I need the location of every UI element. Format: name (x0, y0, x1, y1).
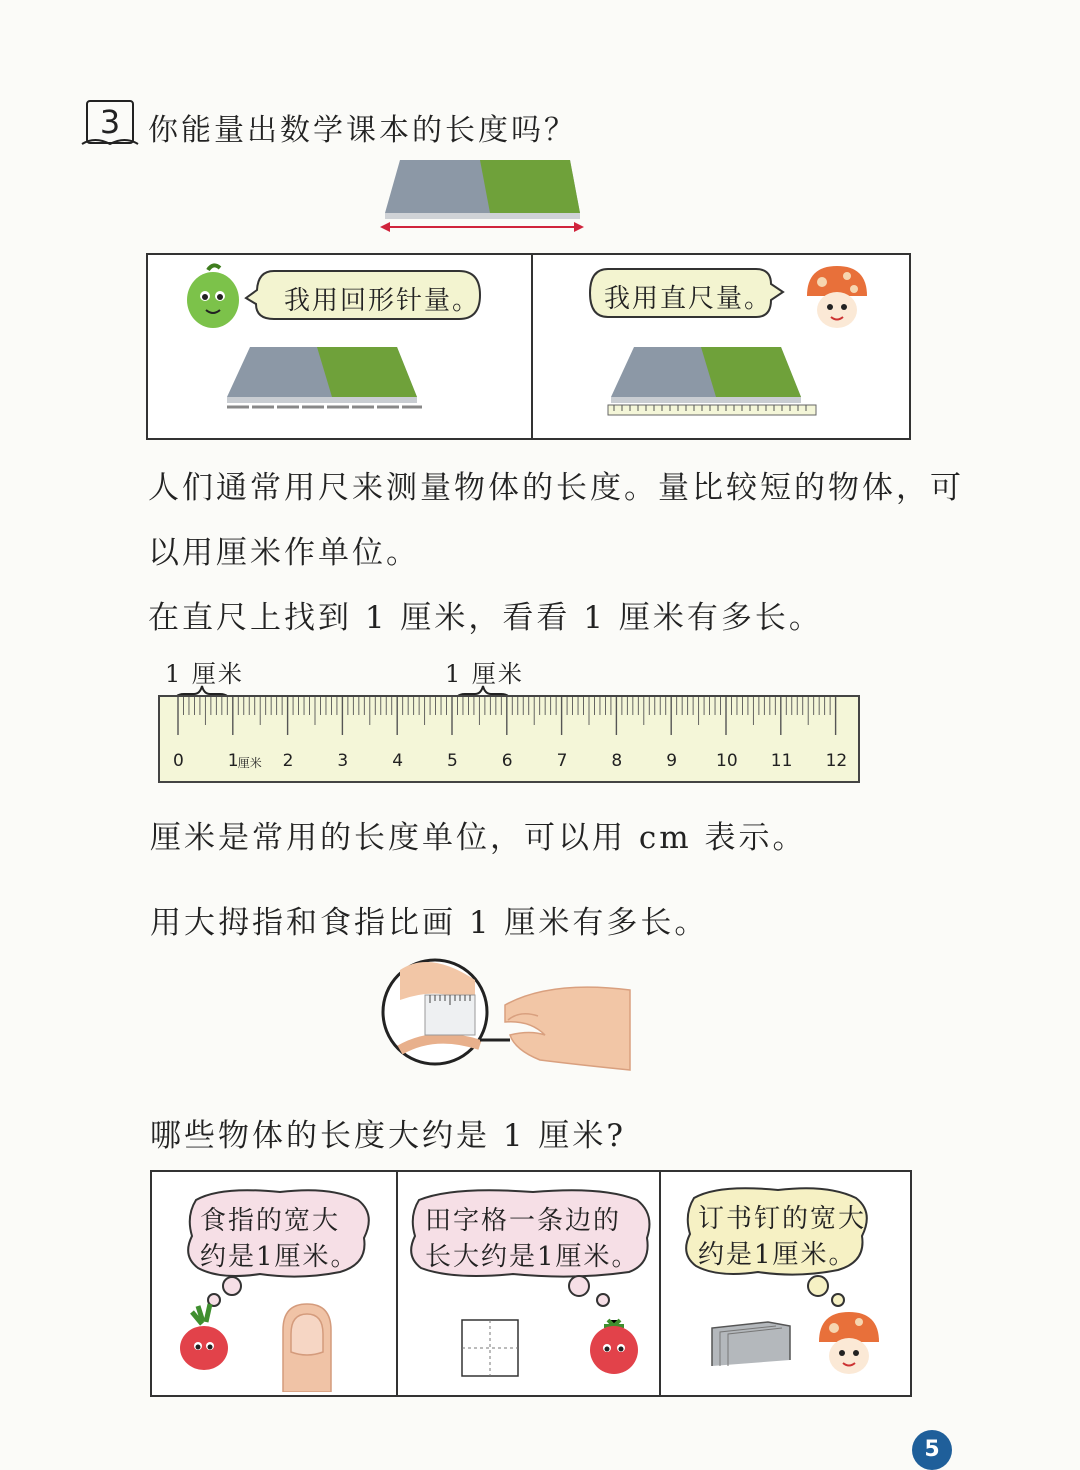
radish-character-icon (168, 1302, 238, 1374)
paragraph-5: 哪些物体的长度大约是 1 厘米? (150, 1118, 627, 1154)
ruler-number: 3 (337, 751, 349, 771)
ruler-number: 7 (556, 751, 568, 771)
paragraph-3: 厘米是常用的长度单位，可以用 cm 表示。 (150, 820, 807, 856)
example-1-line-2: 约是1厘米。 (200, 1242, 359, 1272)
page-number-badge (912, 1430, 952, 1470)
ruler-number: 10 (716, 751, 738, 771)
book-icon (80, 134, 140, 148)
ruler-number: 1 (227, 751, 239, 771)
paragraph-1-line-1: 人们通常用尺来测量物体的长度。量比较短的物体，可 (148, 470, 964, 506)
ruler-label-left: 1 厘米 (165, 660, 244, 688)
ruler-number: 6 (501, 751, 513, 771)
ruler-number: 5 (447, 751, 458, 771)
question-text: 你能量出数学课本的长度吗？ (148, 113, 577, 148)
example-2-line-1: 田字格一条边的 (425, 1206, 622, 1236)
mushroom-character-icon-2 (814, 1308, 884, 1384)
panel-divider (531, 255, 533, 438)
ruler-number: 2 (282, 751, 294, 771)
examples-divider-2 (659, 1172, 661, 1395)
page-number: 5 (924, 1437, 940, 1462)
book-ruler-image (606, 345, 820, 417)
textbook-image (370, 155, 600, 235)
bubble-ruler-text: 我用直尺量。 (604, 284, 773, 314)
staples-image (708, 1318, 794, 1368)
question-number: 3 (99, 103, 121, 141)
example-3-line-1: 订书钉的宽大 (698, 1204, 867, 1234)
finger-pinch-illustration (380, 950, 640, 1078)
index-finger-image (275, 1300, 339, 1392)
paragraph-2: 在直尺上找到 1 厘米，看看 1 厘米有多长。 (148, 600, 823, 636)
ruler-number: 9 (666, 751, 678, 771)
ruler-number: 12 (825, 751, 848, 771)
ruler-unit-label: 厘米 (237, 756, 262, 770)
paragraph-1-line-2: 以用厘米作单位。 (148, 535, 420, 571)
examples-divider-1 (396, 1172, 398, 1395)
ruler-ticks (160, 697, 860, 745)
ruler (158, 695, 860, 783)
ruler-number: 8 (611, 751, 623, 771)
tianzige-grid-icon (460, 1318, 520, 1378)
bubble-paperclip-text: 我用回形针量。 (284, 286, 481, 316)
example-1-line-1: 食指的宽大 (200, 1206, 341, 1236)
ruler-number: 0 (173, 751, 184, 771)
ruler-number: 11 (770, 751, 793, 771)
example-3-line-2: 约是1厘米。 (698, 1240, 857, 1270)
mushroom-character-icon (802, 262, 872, 340)
tomato-character-icon (584, 1312, 644, 1376)
example-2-line-2: 长大约是1厘米。 (425, 1242, 640, 1272)
ruler-number: 4 (392, 751, 404, 771)
book-paperclip-image (222, 345, 432, 415)
ruler-label-mid: 1 厘米 (445, 660, 524, 688)
paragraph-4: 用大拇指和食指比画 1 厘米有多长。 (150, 905, 709, 941)
pepper-character-icon (178, 262, 248, 334)
